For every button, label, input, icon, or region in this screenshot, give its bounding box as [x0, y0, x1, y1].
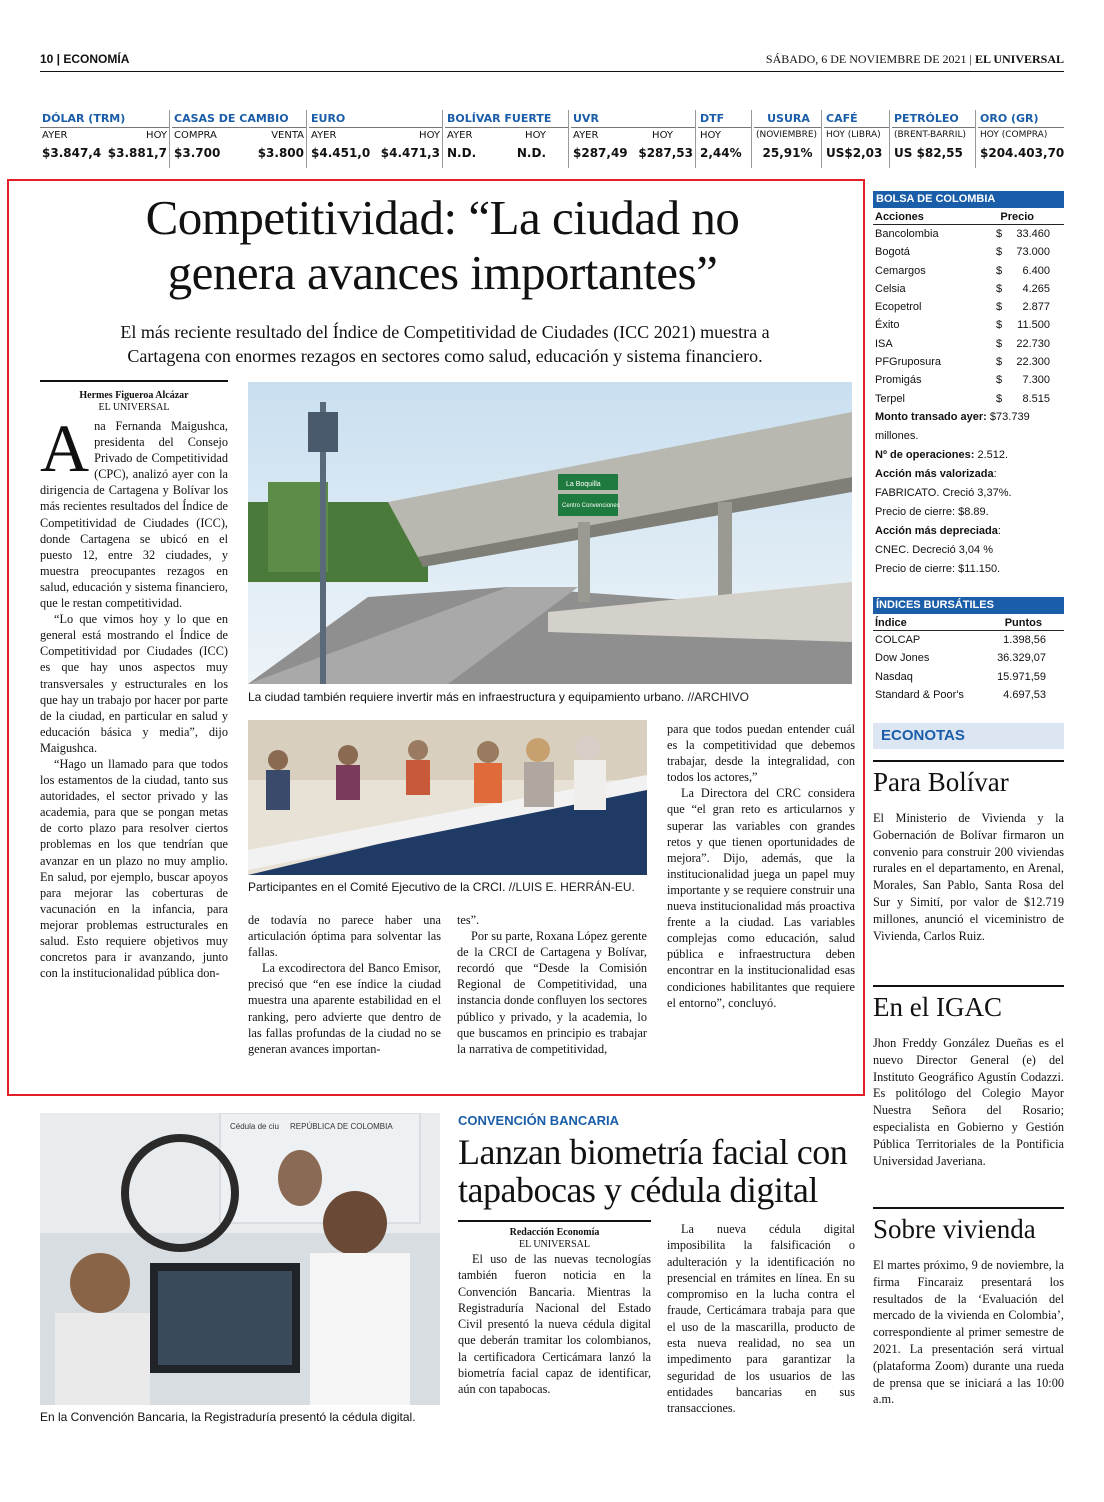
drop-cap: A [40, 410, 90, 486]
indices-header: Índice Puntos [873, 614, 1064, 631]
indices-title: ÍNDICES BURSÁTILES [873, 597, 1064, 614]
header-rule [40, 71, 1064, 72]
photo-biometrics-caption: En la Convención Bancaria, la Registraduría presentó la cédula digital. [40, 1410, 416, 1424]
ticker-uvr: UVR AYER HOY $287,49 $287,53 [571, 110, 696, 168]
article2-column-2: La nueva cédula digital imposibilita la falsificación o adulteración y la identificación no presencial en trámites en línea. En su compromiso en la lucha contra el fraude, Certicámara trabaja para que el uso de la mascarilla, producto de esta nueva realidad, no sea un impedimento para garantizar la seguridad de los usuarios de las entidades bancarias en sus transacciones. [667, 1222, 855, 1416]
photo-biometrics [40, 1113, 440, 1405]
indices-row: COLCAP 1.398,56 [875, 633, 1046, 646]
bolsa-header: Acciones Precio [873, 208, 1064, 225]
nota-vivienda-title: Sobre vivienda [873, 1207, 1064, 1245]
ticker-cafe: CAFÉ HOY (LIBRA) US$2,03 [824, 110, 890, 168]
bolsa-row: Bancolombia $ 33.460 [875, 228, 1050, 240]
card-text-1: Cédula de ciu [230, 1122, 279, 1131]
article-column-1: Ana Fernanda Maigushca, presidenta del Consejo Privado de Competitividad (CPC), analizó ayer con la dirigencia de Cartagena y Bolívar los más recientes resultados del Índice de Competitividad de Ciudades (ICC), donde Cartagena se ubicó en el puesto 12, entre 32 ciudades, y muestra preocupantes rezagos en salud, educación y sistema financiero, que le restan competitividad. “Lo que vimos hoy y lo que en general está mostrando el Índice de Competitividad por Ciudades (ICC) es que hay unos aspectos muy transversales y estructurales en los que hay un trabajo por hacer por parte de la ciudad, en particular en salud y educación básica y media”, dijo Maigushca. “Hago un llamado para que todos los estamentos de la ciudad, tanto sus autoridades, el sector privado y las academia, para que se pongan metas de corto plazo para resolver ciertos problemas en los que tendrían que avanzar en un plazo no muy amplio. En salud, por ejemplo, buscar apoyos para mejorar las coberturas de vacunación en la infancia, para mejorar problemas estructurales en salud. Esto requiere objetivos muy concretos para ir avanzando, junto con la institucionalidad pública don- [40, 410, 228, 981]
bolsa-row: Terpel $ 8.515 [875, 392, 1050, 405]
ticker-usura: USURA (NOVIEMBRE) 25,91% [754, 110, 822, 168]
bolsa-row: ISA $ 22.730 [875, 337, 1050, 350]
article-column-2: de todavía no parece haber una articulación óptima para solventar las fallas. La excodirectora del Banco Emisor, precisó que “en ese índice la ciudad muestra una aparente estabilidad en el ranking, pero advierte que dentro de las fallas profundas de la ciudad no se generan avances importan- [248, 913, 441, 1056]
bolsa-row: Éxito $ 11.500 [875, 319, 1050, 332]
nota-igac-title: En el IGAC [873, 985, 1064, 1023]
article-column-4: para que todos puedan entender cuál es la competitividad que debemos trabajar, desde la integralidad, con todos los actores,” La Directora del CRC considera que “el gran reto es articularnos y superar las variables con grandes retos y que tienen oportunidades de mejora”. Dijo, además, que la institucionalidad juega un papel muy importante y se requiere construir una nueva institucionalidad más proactiva frente a la ciudad. Las variables complejas como educación, salud pública e infraestructura deben encontrar en la institucionalidad esas condiciones habilitantes que requiere el entorno”, concluyó. [667, 722, 855, 1010]
indices-row: Nasdaq 15.971,59 [875, 670, 1046, 683]
photo-highway-caption: La ciudad también requiere invertir más en infraestructura y equipamiento urbano. //ARCHIVO [248, 690, 749, 704]
bolsa-row: Ecopetrol $ 2.877 [875, 301, 1050, 314]
bolsa-summary: Monto transado ayer: $73.739 millones. Nº de operaciones: 2.512. Acción más valorizada: FABRICATO. Creció 3,37%. Precio de cierre: $8.89. Acción más depreciada: CNEC. Decreció 3,04 % Precio de cierre: $11.150. [875, 410, 1030, 575]
ticker-petroleo: PETRÓLEO (BRENT-BARRIL) US $82,55 [892, 110, 976, 168]
date-line: SÁBADO, 6 DE NOVIEMBRE DE 2021 | EL UNIVERSAL [765, 52, 1064, 66]
bolsa-row: Cemargos $ 6.400 [875, 264, 1050, 277]
page-header [40, 52, 1064, 72]
article2-column-1: El uso de las nuevas tecnologías también fueron noticia en la Convención Bancaria. Mientras la Registraduría Nacional del Estado Civil presentó la nueva cédula digital que deberán tramitar los colombianos, la certificadora Certicámara lanzó la biometría facial capaz de identificar, aún con tapabocas. [458, 1252, 651, 1397]
ticker-dolar: DÓLAR (TRM) AYER HOY $3.847,4 $3.881,7 [40, 110, 170, 168]
nota-igac-body: Jhon Freddy González Dueñas es el nuevo Director General (e) del Instituto Geográfico Agustín Codazzi. Es politólogo del Colegio Mayor Nuestra Señora del Rosario; especialista en Gobierno y Gestión Pública Territoriales de la Pontificia Universidad Javeriana. [873, 1036, 1064, 1168]
bolsa-row: Celsia $ 4.265 [875, 282, 1050, 295]
bolsa-row: PFGruposura $ 22.300 [875, 356, 1050, 369]
nota-para-bolivar-title: Para Bolívar [873, 760, 1064, 798]
bolsa-title: BOLSA DE COLOMBIA [873, 191, 1064, 208]
photo-meeting-caption: Participantes en el Comité Ejecutivo de la CRCI. //LUIS E. HERRÁN-EU. [248, 880, 635, 894]
nota-para-bolivar-body: El Ministerio de Vivienda y la Gobernación de Bolívar firmaron un convenio para construir 200 viviendas rurales en el departamento, en Arenal, Morales, San Pablo, Santa Rosa del Sur y Simití, por valor de $12.719 millones, anunció el viceministro de Vivienda, Carlos Ruiz. [873, 811, 1064, 943]
indices-row: Standard & Poor's 4.697,53 [875, 689, 1046, 702]
market-ticker [40, 110, 1064, 168]
ticker-dtf: DTF HOY 2,44% [698, 110, 752, 168]
section-label: 10 | ECONOMÍA [40, 52, 130, 66]
bolsa-row: Bogotá $ 73.000 [875, 246, 1050, 259]
sidebar-markets [873, 191, 1064, 705]
ticker-oro: ORO (GR) HOY (COMPRA) $204.403,70 [980, 112, 1065, 160]
nota-vivienda-body: El martes próximo, 9 de noviembre, la firma Fincaraiz presentará los resultados de la ‘Evaluación del mercado de la vivienda en Colombia’, correspondiente al primer semestre de 2021. La presentación será virtual (plataforma Zoom) durante una rueda de prensa que se iniciará a las 10:00 a.m. [873, 1258, 1064, 1407]
ticker-bolivar: BOLÍVAR FUERTE AYER HOY N.D. N.D. [445, 110, 569, 168]
article-deck: El más reciente resultado del Índice de Competitividad de Ciudades (ICC 2021) muestra a Cartagena con enormes rezagos en sectores como salud, educación y sistema financiero. [120, 322, 770, 366]
sign-boquilla: La Boquilla [566, 481, 601, 488]
article2-byline: Redacción Economía EL UNIVERSAL [458, 1220, 651, 1251]
article-column-3: tes”. Por su parte, Roxana López gerente de la CRCI de Cartagena y Bolívar, recordó que “Desde la Comisión Regional de Competitividad, una instancia donde confluyen los sectores público y privado, y la academia, lo que buscamos en principio es trabajar la narrativa de competitividad, [457, 913, 647, 1056]
card-text-2: REPÚBLICA DE COLOMBIA [290, 1122, 393, 1131]
article-headline: Competitividad: “La ciudad no genera avances importantes” [145, 190, 740, 300]
sign-centro: Centro Convenciones [562, 503, 620, 509]
ticker-euro: EURO AYER HOY $4.451,0 $4.471,3 [309, 110, 443, 168]
paper-name: EL UNIVERSAL [974, 52, 1064, 66]
bolsa-row: Promigás $ 7.300 [875, 374, 1050, 387]
ticker-casas-cambio: CASAS DE CAMBIO COMPRA VENTA $3.700 $3.800 [172, 110, 307, 168]
photo-meeting [248, 720, 647, 875]
article-byline: Hermes Figueroa Alcázar EL UNIVERSAL [40, 380, 228, 414]
indices-row: Dow Jones 36.329,07 [875, 652, 1046, 665]
econotas-title: ECONOTAS [873, 723, 1064, 749]
photo-highway [248, 382, 852, 684]
article2-headline: Lanzan biometría facial con tapabocas y cédula digital [458, 1132, 848, 1210]
article2-kicker: CONVENCIÓN BANCARIA [458, 1113, 620, 1128]
